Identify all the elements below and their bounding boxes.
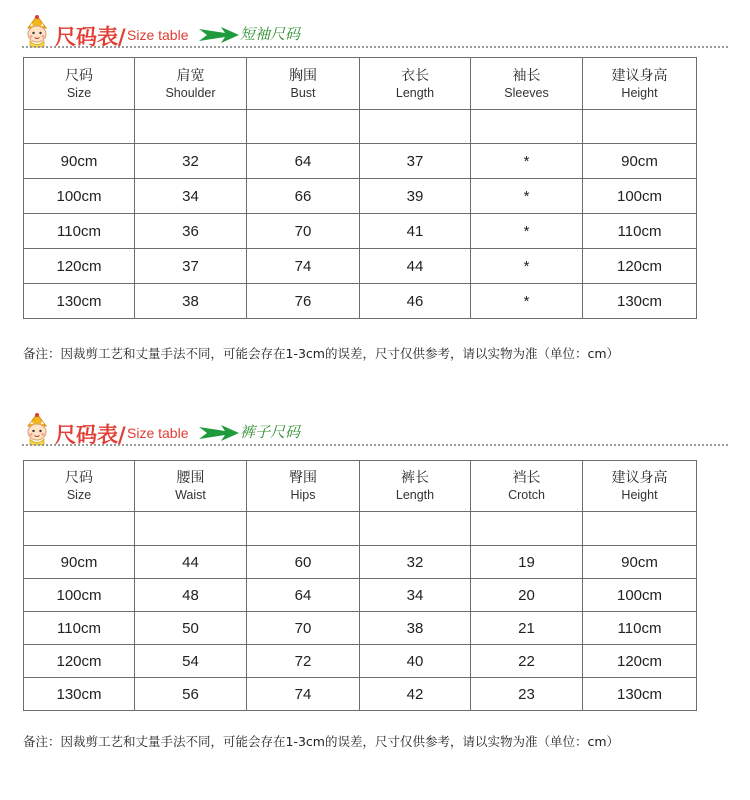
table-cell: 130cm — [583, 284, 697, 319]
column-header-en: Hips — [290, 488, 316, 502]
measurement-note: 备注：因裁剪工艺和丈量手法不同，可能会存在1-3cm的误差，尺寸仅供参考，请以实物为准（单位：cm） — [23, 346, 620, 361]
column-header — [24, 58, 135, 110]
column-header-cn: 裆长 — [512, 470, 541, 486]
column-header-en: Size — [66, 85, 92, 100]
table-cell: 130cm — [24, 284, 135, 319]
column-header-cn: 建议身高 — [611, 67, 668, 84]
table-cell: 38 — [360, 612, 471, 645]
column-header-cn: 臀围 — [289, 470, 317, 486]
table-cell: * — [471, 179, 583, 214]
table-empty-row — [24, 110, 697, 144]
table-cell: 100cm — [583, 179, 697, 214]
table-cell: 120cm — [583, 645, 697, 678]
table-cell: 44 — [360, 249, 471, 284]
column-header-cn: 肩宽 — [176, 67, 205, 84]
column-header-en: Height — [621, 488, 658, 502]
table-cell: 39 — [360, 179, 471, 214]
table-header-row — [24, 58, 697, 110]
dotted-divider — [22, 444, 728, 446]
table-cell: 90cm — [24, 546, 135, 579]
table-cell: 90cm — [583, 546, 697, 579]
column-header-en: Length — [395, 488, 435, 502]
table-cell: 72 — [247, 645, 360, 678]
arrow-right-icon — [199, 424, 239, 442]
table-row — [24, 249, 697, 284]
table-cell: 100cm — [24, 179, 135, 214]
table-cell: 46 — [360, 284, 471, 319]
table-cell — [583, 110, 697, 144]
column-header-en: Size — [66, 488, 92, 502]
table-row — [24, 612, 697, 645]
size-table-title: 尺码表/ — [55, 25, 126, 49]
table-cell: 100cm — [583, 579, 697, 612]
table-cell: 110cm — [583, 612, 697, 645]
table-cell — [360, 110, 471, 144]
table-row — [24, 284, 697, 319]
column-header-en: Length — [395, 85, 435, 100]
measurement-note: 备注：因裁剪工艺和丈量手法不同，可能会存在1-3cm的误差，尺寸仅供参考，请以实物为准（单位：cm） — [23, 734, 620, 749]
table-cell — [471, 110, 583, 144]
table-cell: 60 — [247, 546, 360, 579]
table-cell: 34 — [360, 579, 471, 612]
column-header-en: Shoulder — [165, 85, 216, 100]
column-header-cn: 尺码 — [65, 67, 93, 84]
table-cell: 22 — [471, 645, 583, 678]
table-cell — [135, 512, 247, 546]
table-cell: * — [471, 144, 583, 179]
table-cell: 120cm — [583, 249, 697, 284]
column-header-cn: 腰围 — [176, 470, 205, 486]
column-header-cn: 尺码 — [65, 470, 93, 486]
table-cell: 32 — [135, 144, 247, 179]
table-row — [24, 179, 697, 214]
arrow-right-icon — [199, 26, 239, 44]
dotted-divider — [22, 46, 728, 48]
table-cell: 66 — [247, 179, 360, 214]
column-header-cn: 袖长 — [512, 67, 541, 84]
table-cell: 120cm — [24, 249, 135, 284]
table-cell: 130cm — [24, 678, 135, 711]
table-cell: 32 — [360, 546, 471, 579]
table-cell: 36 — [135, 214, 247, 249]
table-cell: 110cm — [583, 214, 697, 249]
table-cell: 74 — [247, 249, 360, 284]
table-cell: 34 — [135, 179, 247, 214]
column-header-cn: 建议身高 — [611, 470, 668, 486]
table-cell: 48 — [135, 579, 247, 612]
column-header — [583, 58, 697, 110]
table-header-row — [24, 461, 697, 512]
table-cell — [24, 110, 135, 144]
table-row — [24, 546, 697, 579]
table-cell: 54 — [135, 645, 247, 678]
table-cell: 130cm — [583, 678, 697, 711]
table-cell: 120cm — [24, 645, 135, 678]
table-cell: 76 — [247, 284, 360, 319]
table-cell: 90cm — [24, 144, 135, 179]
table-cell: 70 — [247, 214, 360, 249]
table-row — [24, 144, 697, 179]
table-cell: 110cm — [24, 214, 135, 249]
table-cell: 70 — [247, 612, 360, 645]
table-cell: 23 — [471, 678, 583, 711]
table-cell — [471, 512, 583, 546]
column-header-en: Sleeves — [504, 85, 549, 100]
table-cell — [583, 512, 697, 546]
mascot-icon — [22, 412, 52, 446]
table-cell: 74 — [247, 678, 360, 711]
table-row — [24, 579, 697, 612]
column-header — [135, 58, 247, 110]
table-cell: 40 — [360, 645, 471, 678]
column-header — [583, 461, 697, 512]
table-row — [24, 645, 697, 678]
table-cell: 64 — [247, 579, 360, 612]
column-header — [471, 58, 583, 110]
column-header-cn: 裤长 — [401, 470, 429, 486]
table-cell: * — [471, 214, 583, 249]
size-table — [23, 460, 697, 711]
table-cell: 64 — [247, 144, 360, 179]
mascot-icon — [22, 14, 52, 48]
column-header — [360, 461, 471, 512]
table-cell — [247, 110, 360, 144]
table-cell — [135, 110, 247, 144]
table-cell: 38 — [135, 284, 247, 319]
table-cell: * — [471, 284, 583, 319]
column-header-cn: 衣长 — [401, 67, 429, 84]
size-table-title: 尺码表/ — [55, 423, 126, 447]
column-header-en: Waist — [175, 488, 206, 502]
table-cell — [24, 512, 135, 546]
table-cell: 21 — [471, 612, 583, 645]
size-table — [23, 57, 697, 319]
size-table-subtitle: 裤子尺码 — [240, 423, 301, 441]
table-cell: 56 — [135, 678, 247, 711]
size-table-title-en: Size table — [127, 425, 189, 441]
section-header — [0, 398, 750, 450]
table-cell: 37 — [135, 249, 247, 284]
column-header-en: Bust — [290, 85, 316, 100]
column-header — [360, 58, 471, 110]
column-header-en: Crotch — [508, 488, 545, 502]
table-row — [24, 678, 697, 711]
table-cell: 20 — [471, 579, 583, 612]
section-header — [0, 0, 750, 52]
table-cell: 19 — [471, 546, 583, 579]
column-header — [247, 461, 360, 512]
table-cell: 44 — [135, 546, 247, 579]
table-cell: 90cm — [583, 144, 697, 179]
table-row — [24, 214, 697, 249]
table-empty-row — [24, 512, 697, 546]
table-cell: 110cm — [24, 612, 135, 645]
column-header-en: Height — [621, 85, 658, 100]
table-cell: 100cm — [24, 579, 135, 612]
table-cell: 41 — [360, 214, 471, 249]
table-cell: 42 — [360, 678, 471, 711]
column-header-cn: 胸围 — [289, 67, 317, 84]
table-cell — [360, 512, 471, 546]
table-cell: 50 — [135, 612, 247, 645]
table-cell — [247, 512, 360, 546]
table-cell: * — [471, 249, 583, 284]
column-header — [135, 461, 247, 512]
column-header — [247, 58, 360, 110]
column-header — [471, 461, 583, 512]
size-table-subtitle: 短袖尺码 — [240, 25, 301, 43]
table-cell: 37 — [360, 144, 471, 179]
size-table-title-en: Size table — [127, 27, 189, 43]
column-header — [24, 461, 135, 512]
